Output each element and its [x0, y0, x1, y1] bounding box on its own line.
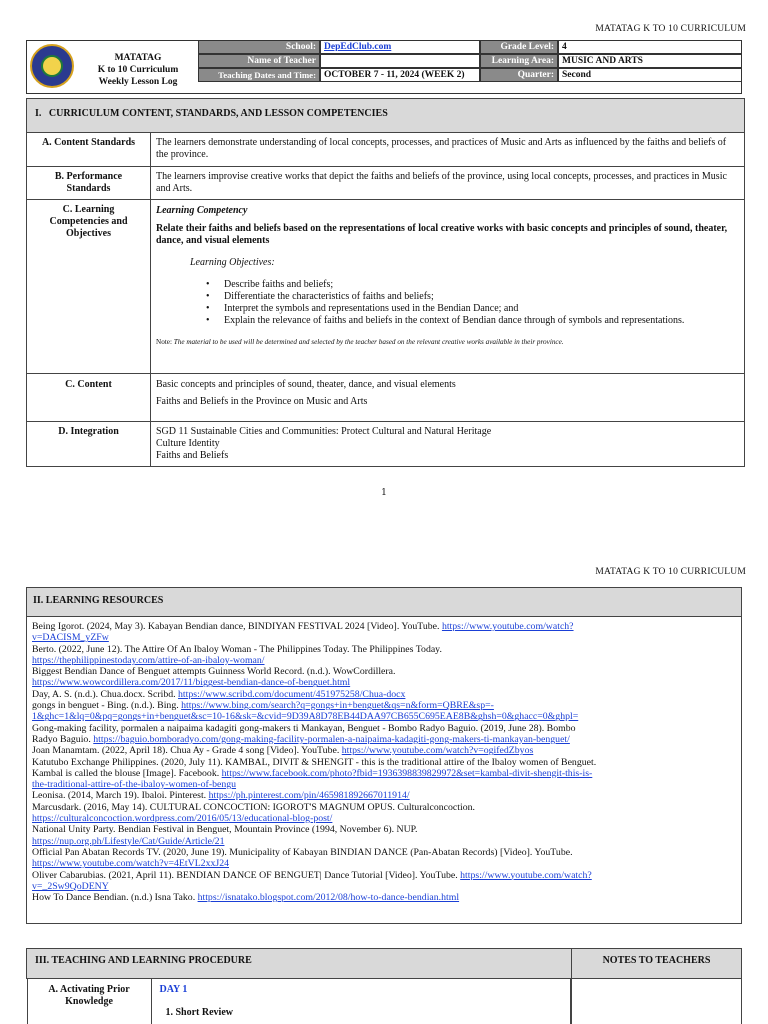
resource-line: [32, 779, 736, 790]
learning-resources-list: [26, 617, 742, 924]
resource-line: [32, 723, 736, 734]
integration-line: Culture Identity: [156, 438, 220, 449]
area-value: MUSIC AND ARTS: [558, 54, 742, 68]
integration-line: Faiths and Beliefs: [156, 450, 229, 461]
performance-standards-label: B. Performance Standards: [27, 167, 151, 200]
content-label: C. Content: [27, 374, 151, 422]
resource-line: [32, 677, 736, 688]
resource-link[interactable]: https://www.wowcordillera.com/2017/11/biggest-bendian-dance-of-benguet.html: [32, 677, 351, 689]
section-1-table: [26, 98, 745, 467]
resource-line: [32, 734, 736, 745]
content-standards-label: A. Content Standards: [27, 133, 151, 167]
dates-label: Teaching Dates and Time:: [198, 68, 320, 82]
school-label: School:: [198, 40, 320, 54]
resource-line: [32, 644, 736, 655]
resource-link[interactable]: https://www.youtube.com/watch?: [460, 869, 592, 881]
procedure-table: [26, 948, 742, 1024]
competency-text: Relate their faiths and beliefs based on the representations of local creative works with basic concepts and principles of sound, theater, dance, and visual elements: [156, 223, 728, 246]
resource-citation: Gong-making facility, pormalen a naipaima kadagiti gong-makers ti Mankayan, Benguet - Bombo Radyo Baguio. (2019, June 28). Bombo: [32, 722, 576, 734]
resource-line: [32, 768, 736, 779]
area-label: Learning Area:: [480, 54, 558, 68]
objective-item: • Interpret the symbols and representations used in the Bendian Dance; and: [206, 303, 739, 315]
teacher-value[interactable]: [320, 54, 480, 68]
resource-link[interactable]: v=DACISM_yZFw: [32, 632, 109, 644]
school-value: [320, 40, 480, 54]
competency-heading: Learning Competency: [156, 205, 248, 216]
resource-line: [32, 892, 736, 903]
procedure-heading: III. TEACHING AND LEARNING PROCEDURE: [27, 949, 572, 979]
note: [156, 336, 739, 348]
objective-item: • Differentiate the characteristics of faiths and beliefs;: [206, 291, 739, 303]
resource-line: [32, 745, 736, 756]
objectives-heading: Learning Objectives:: [190, 257, 275, 268]
note-text: The material to be used will be determined and selected by the teacher based on the relevant creative works available in their province.: [173, 338, 564, 346]
resource-link[interactable]: https://www.scribd.com/document/451975258/Chua-docx: [178, 688, 406, 700]
logo-text: [78, 52, 198, 88]
resource-citation: Biggest Bendian Dance of Benguet attempts Guinness World Record. (n.d.). WowCordillera.: [32, 666, 396, 678]
logo-line-3: Weekly Lesson Log: [98, 77, 178, 87]
resource-citation: Being Igorot. (2024, May 3). Kabayan Bendian dance, BINDIYAN FESTIVAL 2024 [Video]. YouTube.: [32, 621, 442, 632]
deped-seal-icon: [30, 44, 74, 88]
resource-line: [32, 813, 736, 824]
resource-line: [32, 881, 736, 892]
resource-line: [32, 632, 736, 643]
resource-line: [32, 836, 736, 847]
day-label: DAY 1: [159, 984, 188, 995]
resource-link[interactable]: https://baguio.bomboradyo.com/gong-making-facility-pormalen-a-naipaima-kadagiti-gong-makers-ti-mankayan-benguet/: [93, 733, 570, 745]
resource-line: [32, 666, 736, 677]
resource-citation: Berto. (2022, June 12). The Attire Of An Ibaloy Woman - The Philippines Today. The Philippines Today.: [32, 643, 442, 655]
section-1-number: I.: [35, 108, 42, 119]
resource-line: [32, 689, 736, 700]
section-1-title: CURRICULUM CONTENT, STANDARDS, AND LESSON COMPETENCIES: [48, 108, 388, 119]
integration-label: D. Integration: [27, 422, 151, 467]
resource-line: [32, 655, 736, 666]
resource-line: [32, 858, 736, 869]
resource-line: [32, 621, 736, 632]
performance-standards-text: The learners improvise creative works that depict the faiths and beliefs of the province, using local concepts, processes, and practices in Music and Arts.: [151, 167, 745, 200]
content-line: Basic concepts and principles of sound, theater, dance, and visual elements: [156, 379, 456, 390]
note-label: Note:: [156, 338, 172, 346]
learning-resources-heading: II. LEARNING RESOURCES: [26, 587, 742, 617]
integration-line: SGD 11 Sustainable Cities and Communities: Protect Cultural and Natural Heritage: [156, 426, 492, 437]
resource-link[interactable]: 1&ghc=1&lq=0&pq=gongs+in+benguet&sc=10-16&sk=&cvid=9D39A8D78EB44DAA97CB655C695EAE8B&ghsh=0&ghacc=0&ghpl=: [32, 711, 579, 723]
resource-link[interactable]: v=_2Sw9QoDENY: [32, 880, 109, 892]
integration-cell: [151, 422, 745, 467]
grade-value: 4: [558, 40, 742, 54]
resource-citation: Official Pan Abatan Records TV. (2020, June 19). Municipality of Kabayan BINDIAN DANCE (Pan-Abatan Records) [Video]. YouTube.: [32, 846, 573, 858]
resource-link[interactable]: https://thephilippinestoday.com/attire-of-an-ibaloy-woman/: [32, 654, 265, 666]
dates-value: OCTOBER 7 - 11, 2024 (WEEK 2): [320, 68, 480, 82]
objective-item: • Describe faiths and beliefs;: [206, 279, 739, 291]
objectives-list: [206, 279, 739, 327]
activating-content: [152, 979, 572, 1024]
quarter-label: Quarter:: [480, 68, 558, 82]
resource-citation: How To Dance Bendian. (n.d.) Isna Tako.: [32, 892, 198, 904]
short-review-item: 1. Short Review: [165, 1007, 233, 1018]
resource-citation: Day, A. S. (n.d.). Chua.docx. Scribd.: [32, 688, 179, 700]
resource-link[interactable]: https://www.facebook.com/photo?fbid=1936398839829972&set=kambal-divit-shengit-this-is-: [221, 767, 593, 779]
resource-citation: National Unity Party. Bendian Festival in Benguet, Mountain Province (1994, November 6). NUP.: [32, 824, 418, 836]
activating-label: A. Activating Prior Knowledge: [27, 979, 152, 1024]
page-number: 1: [381, 488, 387, 498]
resource-citation: Marcusdark. (2016, May 14). CULTURAL CONCOCTION: IGOROT'S MAGNUM OPUS. Culturalconcoction.: [32, 801, 475, 813]
resource-line: [32, 824, 736, 835]
teacher-label: Name of Teacher: [198, 54, 320, 68]
quarter-value: Second: [558, 68, 742, 82]
logo-line-1: MATATAG: [114, 53, 162, 63]
logo-line-2: K to 10 Curriculum: [97, 65, 179, 75]
content-line: Faiths and Beliefs in the Province on Music and Arts: [156, 396, 368, 407]
resource-citation: Joan Manamtam. (2022, April 18). Chua Ay - Grade 4 song [Video]. YouTube.: [32, 745, 342, 757]
resource-line: [32, 711, 736, 722]
resource-link[interactable]: https://nup.org.ph/Lifestyle/Cat/Guide/Article/21: [32, 835, 225, 847]
resource-line: [32, 700, 736, 711]
resource-line: [32, 757, 736, 768]
content-cell: [151, 374, 745, 422]
resource-citation: Leonisa. (2014, March 19). Ibaloi. Pinterest.: [32, 790, 209, 802]
resource-citation: Radyo Baguio.: [32, 733, 94, 745]
resource-citation: gongs in benguet - Bing. (n.d.). Bing.: [32, 700, 182, 712]
resource-line: [32, 790, 736, 801]
resource-link[interactable]: https://www.youtube.com/watch?: [441, 621, 574, 632]
resource-line: [32, 847, 736, 858]
content-standards-text: The learners demonstrate understanding of local concepts, processes, and practices of Music and Arts as influenced by the faiths and beliefs of the province.: [151, 133, 745, 167]
notes-cell[interactable]: [572, 979, 742, 1024]
section-1-heading: [27, 99, 745, 133]
resource-link[interactable]: https://isnatako.blogspot.com/2012/08/how-to-dance-bendian.html: [197, 892, 460, 904]
resource-link[interactable]: https://culturalconcoction.wordpress.com/2016/05/13/educational-blog-post/: [32, 813, 333, 825]
objective-item: • Explain the relevance of faiths and beliefs in the context of Bendian dance through of symbols and representations.: [206, 315, 739, 327]
notes-to-teachers-heading: NOTES TO TEACHERS: [572, 949, 742, 979]
resource-line: [32, 802, 736, 813]
curriculum-header-page-2: MATATAG K TO 10 CURRICULUM: [595, 567, 746, 577]
resource-citation: Kambal is called the blouse [Image]. Facebook.: [32, 767, 222, 779]
curriculum-header: MATATAG K TO 10 CURRICULUM: [595, 24, 746, 34]
resource-link[interactable]: https://ph.pinterest.com/pin/465981892667011914/: [208, 790, 410, 802]
resource-citation: Oliver Cabarubias. (2021, April 11). BENDIAN DANCE OF BENGUET| Dance Tutorial [Video]. YouTube.: [32, 869, 461, 881]
activating-row: [27, 979, 572, 1024]
school-link[interactable]: DepEdClub.com: [324, 42, 392, 52]
resource-citation: Katutubo Exchange Philippines. (2020, July 11). KAMBAL, DIVIT & SHENGIT - this is the traditional attire of the Ibaloy women of Benguet.: [32, 756, 597, 768]
resource-link[interactable]: https://www.youtube.com/watch?v=ogifedZbyos: [341, 745, 534, 757]
competencies-label: C. Learning Competencies and Objectives: [27, 200, 151, 374]
grade-label: Grade Level:: [480, 40, 558, 54]
resource-link[interactable]: the-traditional-attire-of-the-ibaloy-women-of-bengu: [32, 779, 237, 791]
resource-line: [32, 870, 736, 881]
competencies-cell: [151, 200, 745, 374]
resource-link[interactable]: https://www.youtube.com/watch?v=4EtVL2xxJ24: [32, 858, 229, 870]
resource-link[interactable]: https://www.bing.com/search?q=gongs+in+benguet&qs=n&form=QBRE&sp=-: [181, 700, 494, 712]
